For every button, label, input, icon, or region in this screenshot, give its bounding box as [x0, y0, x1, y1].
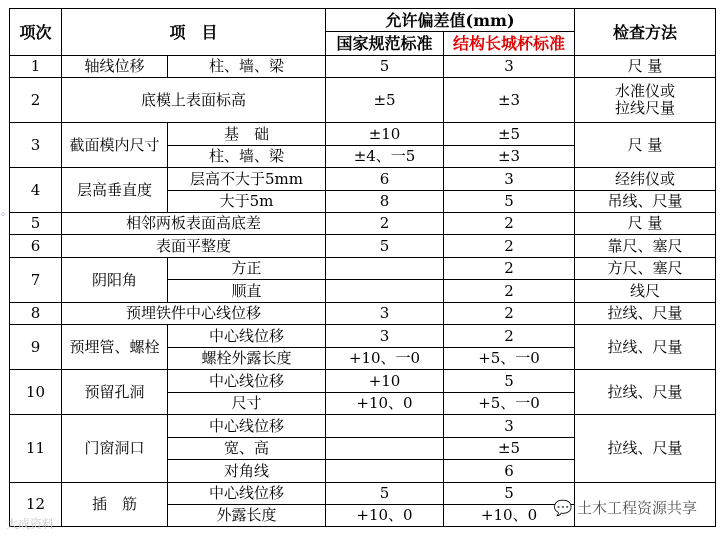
header-national-standard: 国家规范标准 [326, 32, 444, 56]
watermark-left [6, 515, 54, 532]
great-wall-value: 3 [444, 415, 575, 438]
row-index: 6 [10, 235, 62, 258]
great-wall-value: +10、0 [444, 505, 575, 527]
row-item: 相邻两板表面高底差 [62, 213, 326, 235]
check-method: 尺 量 [575, 213, 716, 235]
national-value [326, 438, 444, 460]
great-wall-value: 5 [444, 370, 575, 393]
national-value: +10、0 [326, 505, 444, 527]
row-sub-item: 宽、高 [168, 438, 326, 460]
row-item: 预埋管、螺栓 [62, 325, 168, 370]
national-value: ±10 [326, 123, 444, 146]
check-method: 线尺 [575, 280, 716, 303]
table-row [10, 235, 716, 258]
table-row [10, 415, 716, 438]
row-sub-item: 柱、墙、梁 [168, 146, 326, 168]
tolerance-table [9, 8, 716, 527]
row-sub-item: 中心线位移 [168, 415, 326, 438]
row-item: 插 筋 [62, 483, 168, 527]
check-method: 拉线、尺量 [575, 415, 716, 483]
check-method: 经纬仪或 [575, 168, 716, 191]
check-method: 吊线、尺量 [575, 191, 716, 213]
row-item: 截面模内尺寸 [62, 123, 168, 168]
row-item: 门窗洞口 [62, 415, 168, 483]
header-item: 项 目 [62, 9, 326, 56]
national-value: +10 [326, 370, 444, 393]
great-wall-value: ±5 [444, 438, 575, 460]
great-wall-value: 5 [444, 483, 575, 505]
check-method: 尺 量 [575, 56, 716, 78]
national-value [326, 258, 444, 280]
national-value: +10、0 [326, 393, 444, 415]
side-bullet-icon: ◦ [0, 210, 6, 221]
row-sub-item: 螺栓外露长度 [168, 348, 326, 370]
chat-bubble-icon: 💬 [553, 499, 573, 517]
check-method: 靠尺、塞尺 [575, 235, 716, 258]
row-sub-item: 层高不大于5mm [168, 168, 326, 191]
watermark-left-text: 大成资料 [6, 517, 55, 531]
check-method: 拉线、尺量 [575, 370, 716, 415]
check-method: 尺 量 [575, 123, 716, 168]
table-row [10, 56, 716, 78]
table-row [10, 213, 716, 235]
row-index: 9 [10, 325, 62, 370]
row-item: 阴阳角 [62, 258, 168, 303]
watermark-right [554, 497, 697, 518]
row-sub-item: 顺直 [168, 280, 326, 303]
check-method: 拉线、尺量 [575, 303, 716, 325]
row-index: 10 [10, 370, 62, 415]
row-item: 底模上表面标高 [62, 78, 326, 123]
national-value: 5 [326, 56, 444, 78]
great-wall-value: ±3 [444, 146, 575, 168]
row-sub-item: 中心线位移 [168, 370, 326, 393]
great-wall-value: 6 [444, 460, 575, 483]
national-value: 6 [326, 168, 444, 191]
great-wall-value: ±5 [444, 123, 575, 146]
national-value: ±5 [326, 78, 444, 123]
row-sub-item: 外露长度 [168, 505, 326, 527]
national-value: 3 [326, 325, 444, 348]
check-method: 方尺、塞尺 [575, 258, 716, 280]
table-row [10, 78, 716, 123]
great-wall-value: +5、一0 [444, 393, 575, 415]
row-sub-item: 基 础 [168, 123, 326, 146]
header-allowed-deviation: 允许偏差值(mm) [326, 9, 575, 32]
great-wall-value: 2 [444, 325, 575, 348]
row-item: 预埋铁件中心线位移 [62, 303, 326, 325]
row-item: 预留孔洞 [62, 370, 168, 415]
great-wall-value: 2 [444, 258, 575, 280]
great-wall-value: 2 [444, 280, 575, 303]
row-sub-item: 柱、墙、梁 [168, 56, 326, 78]
row-item: 表面平整度 [62, 235, 326, 258]
national-value: 5 [326, 483, 444, 505]
national-value [326, 280, 444, 303]
great-wall-value: 3 [444, 56, 575, 78]
row-sub-item: 大于5m [168, 191, 326, 213]
row-index: 8 [10, 303, 62, 325]
national-value [326, 460, 444, 483]
row-sub-item: 对角线 [168, 460, 326, 483]
national-value: ±4、一5 [326, 146, 444, 168]
national-value: 2 [326, 213, 444, 235]
row-sub-item: 尺寸 [168, 393, 326, 415]
row-item: 轴线位移 [62, 56, 168, 78]
table-row [10, 303, 716, 325]
great-wall-value: +5、一0 [444, 348, 575, 370]
row-index: 5 [10, 213, 62, 235]
row-index: 4 [10, 168, 62, 213]
great-wall-value: 3 [444, 168, 575, 191]
great-wall-value: 5 [444, 191, 575, 213]
great-wall-value: ±3 [444, 78, 575, 123]
table-row [10, 325, 716, 348]
watermark-right-text: 土木工程资源共享 [576, 499, 697, 517]
table-row [10, 168, 716, 191]
national-value [326, 415, 444, 438]
row-index: 2 [10, 78, 62, 123]
check-method: 拉线、尺量 [575, 325, 716, 370]
national-value: +10、一0 [326, 348, 444, 370]
header-great-wall-standard: 结构长城杯标准 [444, 32, 575, 56]
header-index: 项次 [10, 9, 62, 56]
national-value: 8 [326, 191, 444, 213]
row-sub-item: 中心线位移 [168, 325, 326, 348]
check-method: 水准仪或 拉线尺量 [575, 78, 716, 123]
great-wall-value: 2 [444, 213, 575, 235]
row-sub-item: 中心线位移 [168, 483, 326, 505]
header-method: 检查方法 [575, 9, 716, 56]
row-item: 层高垂直度 [62, 168, 168, 213]
national-value: 5 [326, 235, 444, 258]
row-index: 7 [10, 258, 62, 303]
table-row [10, 258, 716, 280]
great-wall-value: 2 [444, 235, 575, 258]
great-wall-value: 2 [444, 303, 575, 325]
national-value: 3 [326, 303, 444, 325]
row-sub-item: 方正 [168, 258, 326, 280]
table-row [10, 123, 716, 146]
row-index: 11 [10, 415, 62, 483]
row-index: 3 [10, 123, 62, 168]
table-row [10, 370, 716, 393]
row-index: 1 [10, 56, 62, 78]
row-index: 12 [10, 483, 62, 527]
